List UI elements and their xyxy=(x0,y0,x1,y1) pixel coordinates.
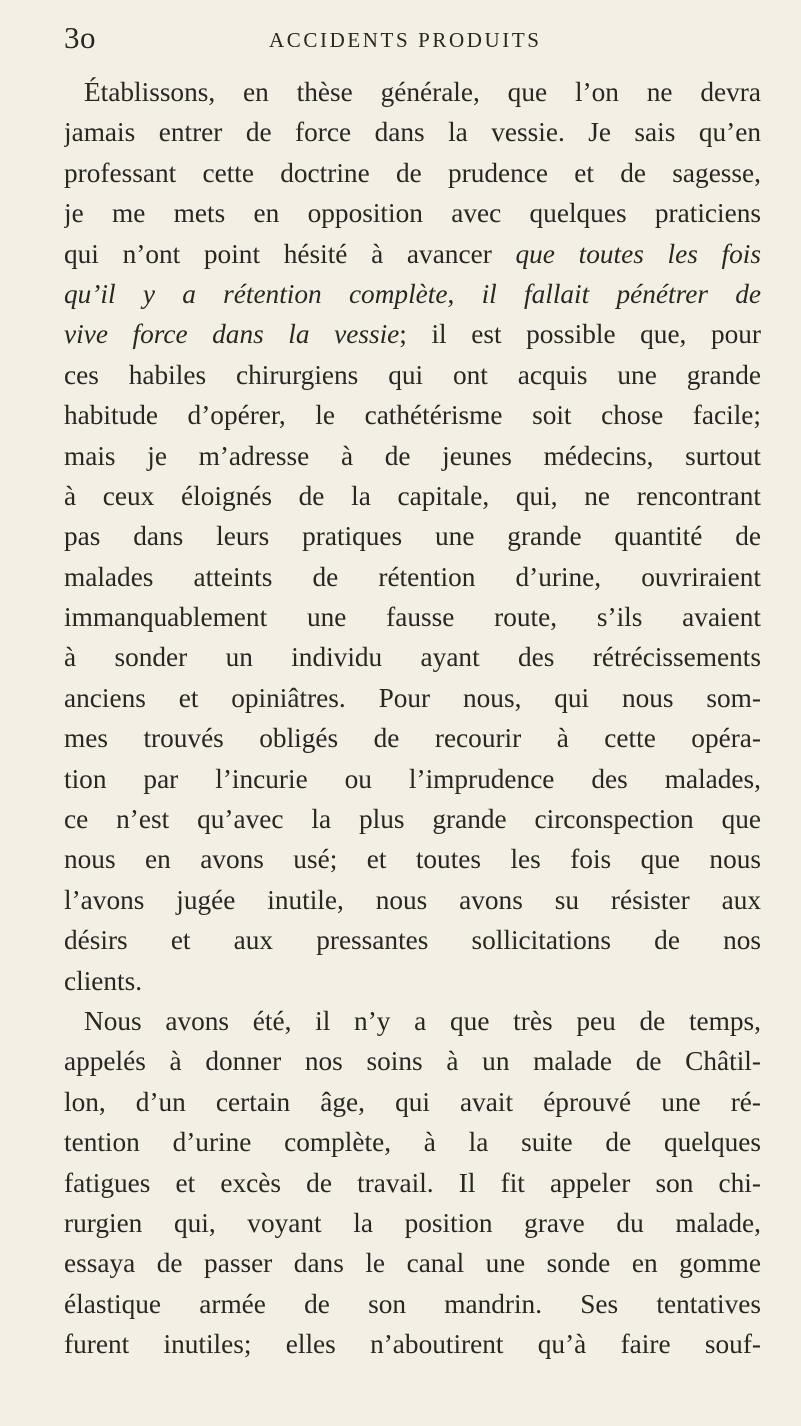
text-line xyxy=(64,718,761,758)
text-segment: habitude d’opérer, le cathétérisme soit chose facile; xyxy=(64,400,761,431)
text-line xyxy=(64,799,761,839)
text-line xyxy=(64,274,761,314)
text-segment: à ceux éloignés de la capitale, qui, ne rencontrant xyxy=(64,480,761,511)
text-segment: , xyxy=(447,278,482,309)
text-segment: clients. xyxy=(64,965,143,996)
text-line xyxy=(64,436,761,476)
text-line xyxy=(64,1082,761,1122)
text-segment: ces habiles chirurgiens qui ont acquis une grande xyxy=(64,359,761,390)
italic-text-segment: vive force dans la vessie xyxy=(64,319,400,350)
text-segment: l’avons jugée inutile, nous avons su résister aux xyxy=(64,884,761,915)
text-segment: lon, d’un certain âge, qui avait éprouvé une ré- xyxy=(64,1086,761,1117)
text-line xyxy=(64,395,761,435)
text-line xyxy=(64,961,761,1001)
text-segment: élastique armée de son mandrin. Ses tentatives xyxy=(64,1288,761,1319)
text-line xyxy=(64,678,761,718)
text-line xyxy=(64,476,761,516)
text-segment: appelés à donner nos soins à un malade de Châtil- xyxy=(64,1046,761,1077)
text-segment: qui n’ont point hésité à avancer xyxy=(64,238,516,269)
text-line xyxy=(64,72,761,112)
text-segment: mais je m’adresse à de jeunes médecins, surtout xyxy=(64,440,761,471)
text-segment: ; il est possible que, pour xyxy=(399,319,761,350)
italic-text-segment: qu’il y a rétention complète xyxy=(64,278,448,309)
text-line xyxy=(64,1203,761,1243)
text-segment: pas dans leurs pratiques une grande quantité de xyxy=(64,521,761,552)
page-number: 3o xyxy=(64,20,96,55)
text-segment: Nous avons été, il n’y a que très peu de temps, xyxy=(84,1005,761,1036)
text-segment: je me mets en opposition avec quelques praticiens xyxy=(64,198,761,229)
text-line xyxy=(64,1284,761,1324)
text-line xyxy=(64,597,761,637)
italic-text-segment: que toutes les fois xyxy=(515,238,761,269)
text-line xyxy=(64,314,761,354)
text-segment: rurgien qui, voyant la position grave du malade, xyxy=(64,1207,761,1238)
text-line xyxy=(64,234,761,274)
text-line xyxy=(64,880,761,920)
text-line xyxy=(64,1243,761,1283)
text-line xyxy=(64,193,761,233)
text-segment: ce n’est qu’avec la plus grande circonspection que xyxy=(64,804,761,835)
text-line xyxy=(64,839,761,879)
text-segment: fatigues et excès de travail. Il fit appeler son chi- xyxy=(64,1167,761,1198)
text-line xyxy=(64,355,761,395)
text-segment: professant cette doctrine de prudence et de sagesse, xyxy=(64,157,761,188)
text-line xyxy=(64,1041,761,1081)
text-segment: furent inutiles; elles n’aboutirent qu’à faire souf- xyxy=(64,1329,761,1360)
text-segment: tion par l’incurie ou l’imprudence des malades, xyxy=(64,763,761,794)
text-line xyxy=(64,1324,761,1364)
text-segment: jamais entrer de force dans la vessie. Je sais qu’en xyxy=(64,117,761,148)
text-line xyxy=(64,1163,761,1203)
text-line xyxy=(64,637,761,677)
text-line xyxy=(64,516,761,556)
text-segment: à sonder un individu ayant des rétrécissements xyxy=(64,642,761,673)
text-line xyxy=(64,1122,761,1162)
text-segment: malades atteints de rétention d’urine, ouvriraient xyxy=(64,561,761,592)
text-segment: anciens et opiniâtres. Pour nous, qui nous som- xyxy=(64,682,761,713)
body-text xyxy=(64,72,761,1365)
text-segment: tention d’urine complète, à la suite de quelques xyxy=(64,1127,761,1158)
text-line xyxy=(64,759,761,799)
text-segment: Établissons, en thèse générale, que l’on ne devra xyxy=(84,77,761,107)
text-segment: immanquablement une fausse route, s’ils avaient xyxy=(64,602,761,633)
italic-text-segment: il fallait pénétrer de xyxy=(481,278,761,309)
running-head xyxy=(64,0,761,62)
text-segment: nous en avons usé; et toutes les fois que nous xyxy=(64,844,761,875)
text-line xyxy=(64,112,761,152)
running-title: ACCIDENTS PRODUITS xyxy=(269,28,542,52)
text-line xyxy=(64,920,761,960)
text-segment: essaya de passer dans le canal une sonde en gomme xyxy=(64,1248,761,1279)
text-line xyxy=(64,557,761,597)
text-segment: mes trouvés obligés de recourir à cette opéra- xyxy=(64,723,761,754)
text-line xyxy=(64,153,761,193)
text-segment: désirs et aux pressantes sollicitations de nos xyxy=(64,925,761,956)
text-line xyxy=(64,1001,761,1041)
